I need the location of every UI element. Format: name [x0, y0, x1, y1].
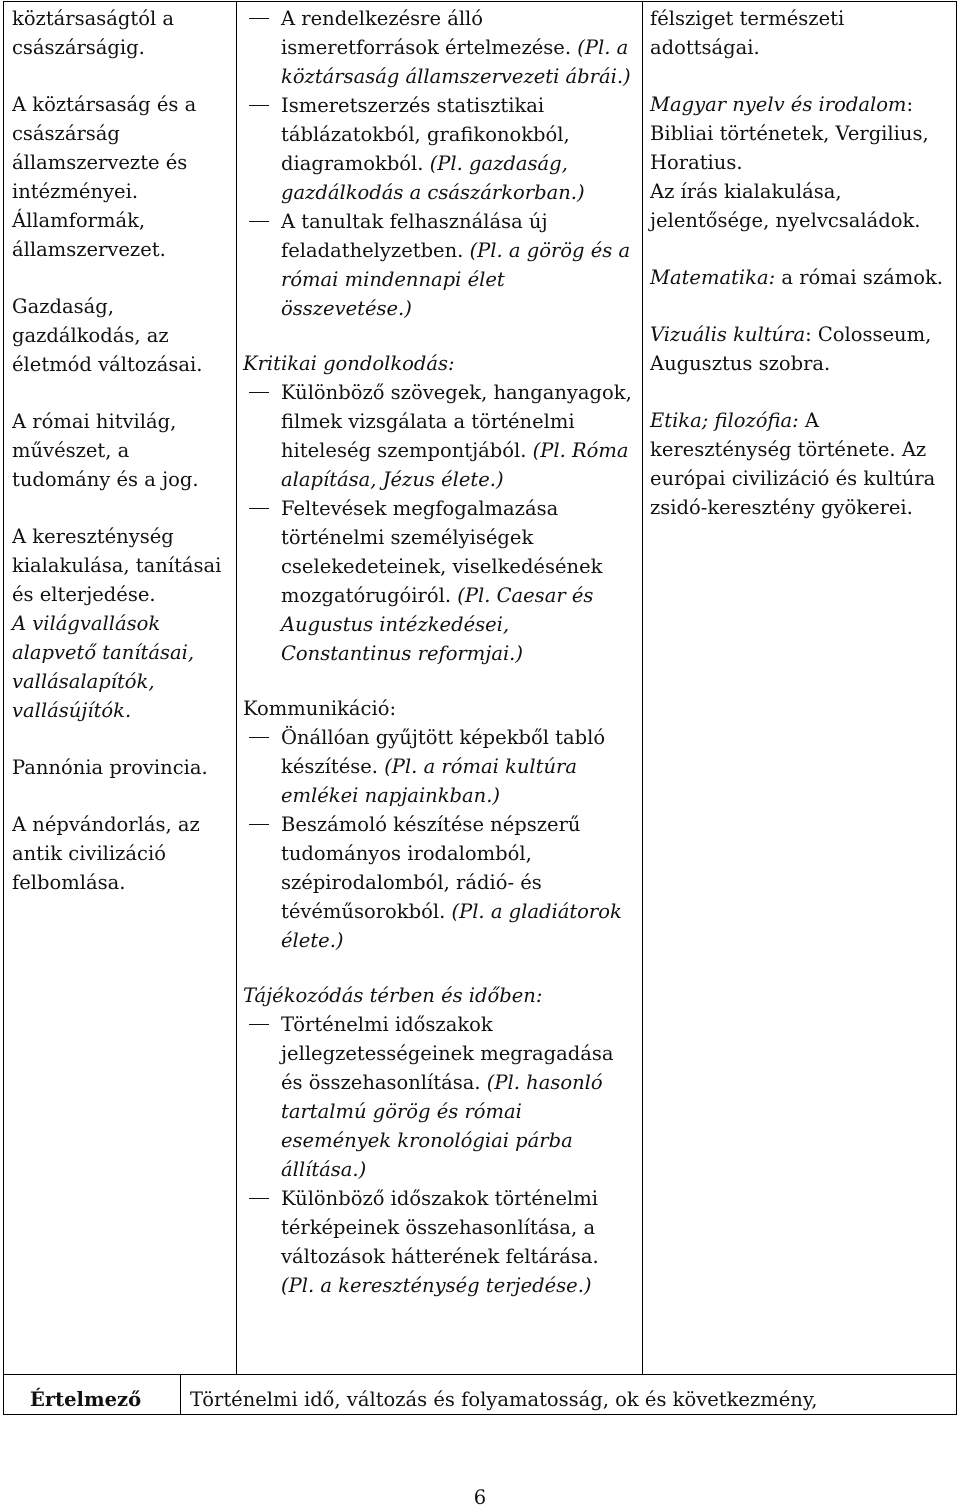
dash-bullet: [249, 1198, 269, 1199]
topic-republic-to-empire: köztársaságtól a császárságig.: [12, 7, 174, 59]
skills-column: [243, 4, 638, 1300]
dash-bullet: [249, 1024, 269, 1025]
list-item: Különböző szövegek, hanganyagok, filmek vizsgálata a történelmi hiteleség szempontjából. (Pl. Róma alapítása, Jézus élete.): [243, 378, 638, 494]
footer-text: Történelmi idő, változás és folyamatosság, ok és következmény,: [190, 1388, 818, 1411]
connections-column: [650, 4, 950, 522]
dash-bullet: [249, 824, 269, 825]
topic-state-structure: A köztársaság és a császárság államszervezte és intézményei.: [12, 93, 197, 203]
footer-label: Értelmező: [30, 1388, 142, 1411]
list-item: Különböző időszakok történelmi térképeinek összehasonlítása, a változások hátterének feltárása. (Pl. a kereszténység terjedése.): [243, 1184, 638, 1300]
dash-bullet: [249, 18, 269, 19]
heading-orientation: Tájékozódás térben és időben:: [243, 984, 543, 1007]
page-number: 6: [473, 1486, 487, 1509]
connection-visual-culture: Vizuális kultúra: Colosseum, Augusztus szobra.: [650, 323, 932, 375]
topic-migration: A népvándorlás, az antik civilizáció felbomlása.: [12, 813, 200, 894]
connection-writing: Az írás kialakulása, jelentősége, nyelvcsaládok.: [650, 180, 921, 232]
topics-column: [12, 4, 227, 897]
topic-state-forms: Államformák, államszervezet.: [12, 209, 166, 261]
list-item: Történelmi időszakok jellegzetességeinek megragadása és összehasonlítása. (Pl. hasonló tartalmú görög és római események kronológiai párba állítása.): [243, 1010, 638, 1184]
list-item: Ismeretszerzés statisztikai táblázatokból, grafikonokból, diagramokból. (Pl. gazdaság, gazdálkodás a császárkorban.): [243, 91, 638, 207]
connection-geography: félsziget természeti adottságai.: [650, 7, 845, 59]
dash-bullet: [249, 392, 269, 393]
heading-critical-thinking: Kritikai gondolkodás:: [243, 352, 455, 375]
heading-communication: Kommunikáció:: [243, 697, 397, 720]
dash-bullet: [249, 105, 269, 106]
list-item: A tanultak felhasználása új feladathelyzetben. (Pl. a görög és a római mindennapi élet összevetése.): [243, 207, 638, 323]
connection-ethics: Etika; filozófia: A kereszténység története. Az európai civilizáció és kultúra zsidó-keresztény gyökerei.: [650, 409, 936, 519]
connection-literature: Magyar nyelv és irodalom: Bibliai történetek, Vergilius, Horatius.: [650, 93, 929, 174]
column-divider-1: [236, 2, 237, 1374]
list-item: A rendelkezésre álló ismeretforrások értelmezése. (Pl. a köztársaság államszervezeti ábrái.): [243, 4, 638, 91]
connection-math: Matematika: a római számok.: [650, 266, 943, 289]
dash-bullet: [249, 737, 269, 738]
topic-pannonia: Pannónia provincia.: [12, 756, 208, 779]
topic-christianity: A kereszténység kialakulása, tanításai és elterjedése.: [12, 525, 222, 606]
footer-row-divider: [4, 1374, 956, 1375]
list-item: Beszámoló készítése népszerű tudományos irodalomból, szépirodalomból, rádió- és tévéműsorokból. (Pl. a gladiátorok élete.): [243, 810, 638, 955]
topic-economy: Gazdaság, gazdálkodás, az életmód változásai.: [12, 295, 203, 376]
column-divider-2: [642, 2, 643, 1374]
topic-religion-art: A római hitvilág, művészet, a tudomány és a jog.: [12, 410, 199, 491]
dash-bullet: [249, 508, 269, 509]
list-item: Feltevések megfogalmazása történelmi személyiségek cselekedeteinek, viselkedésének mozgatórugóiról. (Pl. Caesar és Augustus intézkedései, Constantinus reformjai.): [243, 494, 638, 668]
footer-label-divider: [180, 1374, 181, 1414]
topic-world-religions: A világvallások alapvető tanításai, vallásalapítók, vallásújítók.: [12, 612, 195, 722]
list-item: Önállóan gyűjtött képekből tabló készítése. (Pl. a római kultúra emlékei napjainkban.): [243, 723, 638, 810]
dash-bullet: [249, 221, 269, 222]
